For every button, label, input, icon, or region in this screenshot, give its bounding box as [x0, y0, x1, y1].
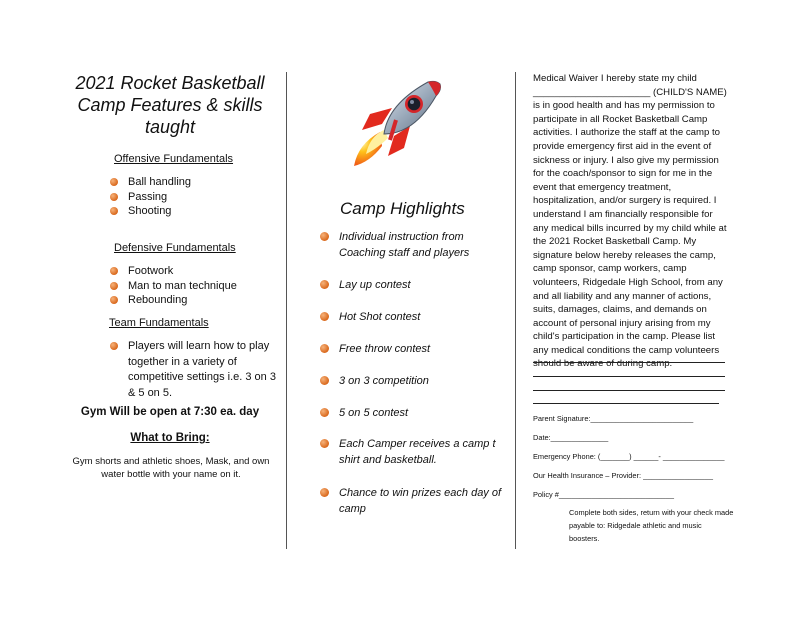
gym-open-note: Gym Will be open at 7:30 ea. day: [80, 406, 260, 418]
bullet-icon: [110, 342, 118, 350]
team-list: [110, 339, 280, 401]
defensive-heading: Defensive Fundamentals: [114, 242, 236, 254]
bullet-icon: [110, 267, 118, 275]
bullet-icon: [110, 296, 118, 304]
column-divider-right: [515, 72, 516, 549]
medical-waiver-text: Medical Waiver I hereby state my child ______________________ (CHILD'S NAME) is in good health and has my permission to participate in all Rocket Basketball Camp activities. I authorize the staff at the camp to provide emergency first aid in the event of sickness or injury. I also give my permission for the coach/sponsor to sign for me in the event that emergency treatment, hospitalization, and/or surgery is required. I understand I am financially responsible for any medical bills incurred by my child while at the 2021 Rocket Basketball Camp. My signature below hereby releases the camp, camp sponsor, camp workers, camp volunteers, Ridgedale High School, from any and all liability and any manner of actions, suits, damages, claims, and demands on account of personal injury arising from my child's participation in the camp. Please list any medical conditions the camp volunteers should be aware of during camp.: [533, 73, 727, 370]
parent-signature-field[interactable]: Parent Signature:_________________________: [533, 414, 694, 423]
bullet-icon: [320, 280, 329, 289]
list-item: Lay up contest: [320, 277, 504, 293]
medical-conditions-line[interactable]: [533, 362, 725, 363]
list-item: Chance to win prizes each day of camp: [320, 485, 504, 517]
list-item: Each Camper receives a camp t shirt and basketball.: [320, 436, 504, 468]
list-item: 5 on 5 contest: [320, 405, 504, 421]
list-item: Hot Shot contest: [320, 309, 504, 325]
column-divider-left: [286, 72, 287, 549]
list-item: Passing: [110, 190, 191, 205]
medical-conditions-line[interactable]: [533, 376, 725, 377]
offensive-list: [110, 175, 191, 219]
date-field[interactable]: Date:______________: [533, 433, 609, 442]
camp-highlights-title: Camp Highlights: [340, 199, 465, 218]
offensive-heading: Offensive Fundamentals: [114, 153, 234, 165]
list-item: Players will learn how to play together in a variety of competitive settings i.e. 3 on 3 & 5 on 5.: [110, 339, 280, 401]
rocket-icon: [348, 74, 448, 170]
bullet-icon: [320, 232, 329, 241]
medical-conditions-line[interactable]: [533, 403, 719, 404]
list-item: Rebounding: [110, 293, 237, 308]
list-item: Ball handling: [110, 175, 191, 190]
list-item: Shooting: [110, 204, 191, 219]
bullet-icon: [320, 439, 329, 448]
bullet-icon: [320, 488, 329, 497]
bullet-icon: [320, 408, 329, 417]
bullet-icon: [320, 312, 329, 321]
bullet-icon: [110, 178, 118, 186]
team-heading: Team Fundamentals: [109, 317, 209, 329]
list-item: Individual instruction from Coaching staff and players: [320, 229, 504, 261]
list-item: Footwork: [110, 264, 237, 279]
bullet-icon: [320, 344, 329, 353]
camp-title: 2021 Rocket Basketball Camp Features & skills taught: [75, 73, 265, 137]
bullet-icon: [320, 376, 329, 385]
bullet-icon: [110, 282, 118, 290]
return-instructions: Complete both sides, return with your check made payable to: Ridgedale athletic and music boosters.: [569, 508, 734, 543]
health-insurance-field[interactable]: Our Health Insurance – Provider: _________________: [533, 471, 713, 480]
bullet-icon: [110, 193, 118, 201]
list-item: 3 on 3 competition: [320, 373, 504, 389]
emergency-phone-field[interactable]: Emergency Phone: (_______) ______- _______________: [533, 452, 725, 461]
what-to-bring-heading: What to Bring:: [130, 432, 210, 444]
defensive-list: [110, 264, 237, 308]
bullet-icon: [110, 207, 118, 215]
medical-conditions-line[interactable]: [533, 390, 725, 391]
what-to-bring-text: Gym shorts and athletic shoes, Mask, and own water bottle with your name on it.: [72, 456, 270, 480]
list-item: Free throw contest: [320, 341, 504, 357]
list-item: Man to man technique: [110, 279, 237, 294]
policy-number-field[interactable]: Policy #____________________________: [533, 490, 674, 499]
